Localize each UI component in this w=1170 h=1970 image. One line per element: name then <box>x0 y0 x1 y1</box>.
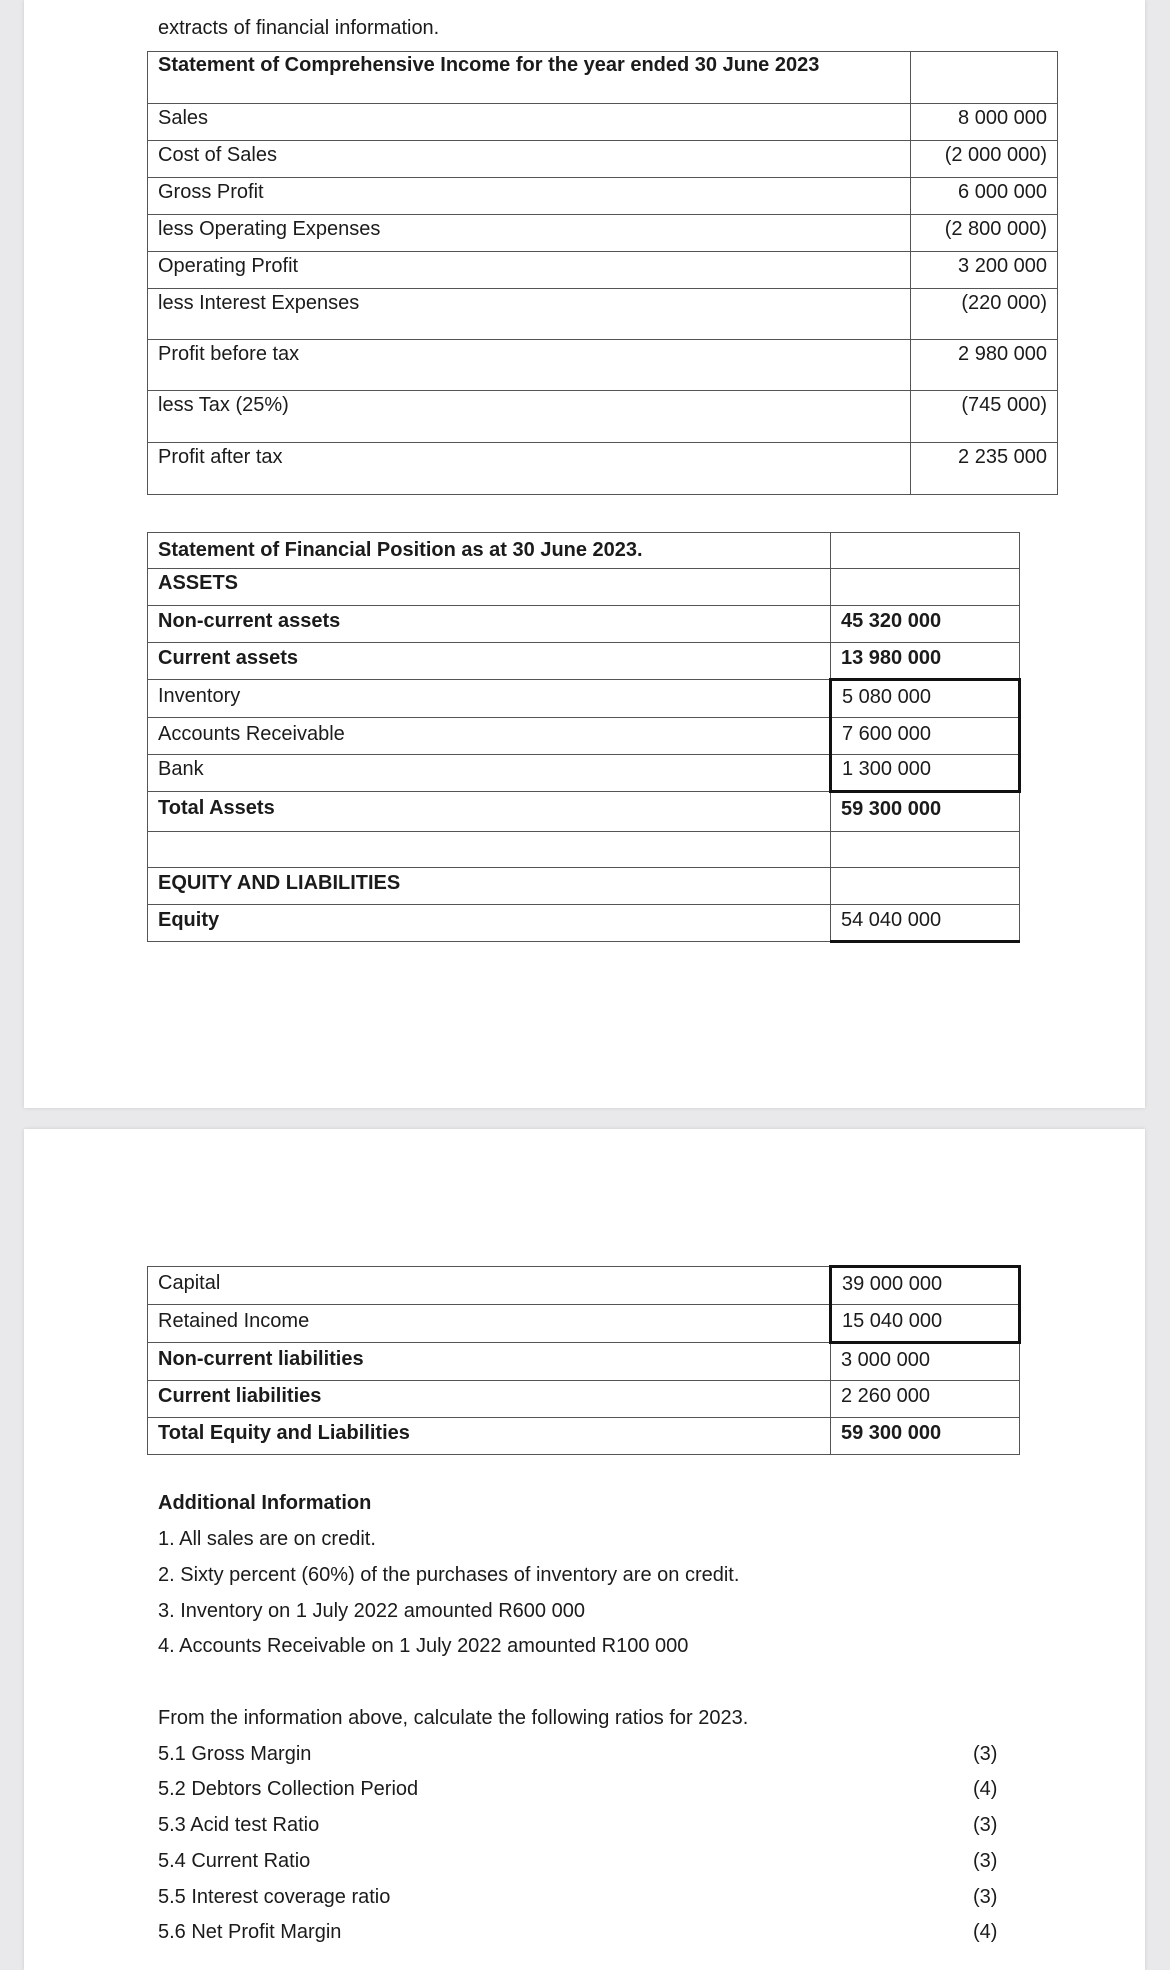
question-label: 5.4 Current Ratio <box>158 1850 311 1872</box>
questions-intro: From the information above, calculate the following ratios for 2023. <box>158 1707 749 1729</box>
table-row <box>148 104 1058 141</box>
financial-position-table <box>147 532 1021 943</box>
financial-position-title: Statement of Financial Position as at 30 June 2023. <box>148 533 831 569</box>
row-value: 7 600 000 <box>831 718 1020 755</box>
list-item: 1. All sales are on credit. <box>158 1528 376 1550</box>
table-row <box>148 718 1020 755</box>
table-row <box>148 905 1020 942</box>
question-label: 5.3 Acid test Ratio <box>158 1814 320 1836</box>
table-row <box>148 868 1020 905</box>
table-row <box>148 1305 1020 1343</box>
row-label: Non-current liabilities <box>148 1343 831 1381</box>
row-label: Current liabilities <box>148 1381 831 1418</box>
equity-liabilities-heading: EQUITY AND LIABILITIES <box>148 868 831 905</box>
row-value: 2 980 000 <box>911 340 1058 391</box>
question-label: 5.5 Interest coverage ratio <box>158 1886 391 1908</box>
row-label: Operating Profit <box>148 252 911 289</box>
table-row <box>148 832 1020 868</box>
row-label: Capital <box>148 1267 831 1305</box>
row-value: 2 260 000 <box>831 1381 1020 1418</box>
table-row <box>148 1343 1020 1381</box>
row-label: Retained Income <box>148 1305 831 1343</box>
row-label: Sales <box>148 104 911 141</box>
row-label: Total Equity and Liabilities <box>148 1418 831 1455</box>
question-marks: (3) <box>973 1886 998 1908</box>
list-item: 3. Inventory on 1 July 2022 amounted R600 000 <box>158 1600 585 1622</box>
row-label: less Tax (25%) <box>148 391 911 443</box>
table-row <box>148 215 1058 252</box>
table-row <box>148 1267 1020 1305</box>
row-label: Bank <box>148 755 831 792</box>
row-label: Non-current assets <box>148 606 831 643</box>
row-value: (745 000) <box>911 391 1058 443</box>
table-row <box>148 792 1020 832</box>
row-value: 8 000 000 <box>911 104 1058 141</box>
row-label: Profit before tax <box>148 340 911 391</box>
row-label: Accounts Receivable <box>148 718 831 755</box>
row-label: Inventory <box>148 680 831 718</box>
row-label: Profit after tax <box>148 443 911 495</box>
question-label: 5.1 Gross Margin <box>158 1743 312 1765</box>
table-row <box>148 1418 1020 1455</box>
income-statement-header-row <box>148 52 1058 104</box>
table-row <box>148 569 1020 606</box>
row-label: Equity <box>148 905 831 942</box>
table-row <box>148 643 1020 680</box>
table-row <box>148 755 1020 792</box>
list-item: 4. Accounts Receivable on 1 July 2022 amounted R100 000 <box>158 1635 689 1657</box>
row-label: Gross Profit <box>148 178 911 215</box>
row-value: 59 300 000 <box>831 1418 1020 1455</box>
table-row <box>148 1381 1020 1418</box>
question-label: 5.2 Debtors Collection Period <box>158 1778 419 1800</box>
table-row <box>148 340 1058 391</box>
row-value: 54 040 000 <box>831 905 1020 942</box>
table-row <box>148 289 1058 340</box>
row-value: (2 000 000) <box>911 141 1058 178</box>
question-marks: (3) <box>973 1743 998 1765</box>
question-marks: (3) <box>973 1850 998 1872</box>
table-row <box>148 141 1058 178</box>
income-statement-table <box>147 51 1058 495</box>
table-row <box>148 606 1020 643</box>
question-label: 5.6 Net Profit Margin <box>158 1921 342 1943</box>
row-value: 2 235 000 <box>911 443 1058 495</box>
row-label: Cost of Sales <box>148 141 911 178</box>
additional-info-heading: Additional Information <box>158 1492 372 1514</box>
income-statement-title: Statement of Comprehensive Income for the year ended 30 June 2023 <box>148 52 911 104</box>
financial-position-continued-table <box>147 1265 1021 1455</box>
row-label: less Interest Expenses <box>148 289 911 340</box>
row-value: 59 300 000 <box>831 792 1020 832</box>
intro-text: extracts of financial information. <box>158 17 440 39</box>
table-row <box>148 178 1058 215</box>
row-label: Total Assets <box>148 792 831 832</box>
table-row <box>148 443 1058 495</box>
row-value: 3 000 000 <box>831 1343 1020 1381</box>
question-marks: (4) <box>973 1778 998 1800</box>
financial-position-header-row <box>148 533 1020 569</box>
row-value: 6 000 000 <box>911 178 1058 215</box>
row-label: less Operating Expenses <box>148 215 911 252</box>
row-value: 3 200 000 <box>911 252 1058 289</box>
row-value: 39 000 000 <box>831 1267 1020 1305</box>
row-value: (220 000) <box>911 289 1058 340</box>
question-marks: (3) <box>973 1814 998 1836</box>
row-value: 1 300 000 <box>831 755 1020 792</box>
question-marks: (4) <box>973 1921 998 1943</box>
row-value: 15 040 000 <box>831 1305 1020 1343</box>
table-row <box>148 680 1020 718</box>
row-value: 45 320 000 <box>831 606 1020 643</box>
row-value: (2 800 000) <box>911 215 1058 252</box>
table-row <box>148 252 1058 289</box>
page-2 <box>24 1129 1145 1970</box>
row-label: Current assets <box>148 643 831 680</box>
row-value: 13 980 000 <box>831 643 1020 680</box>
list-item: 2. Sixty percent (60%) of the purchases of inventory are on credit. <box>158 1564 740 1586</box>
table-row <box>148 391 1058 443</box>
assets-heading: ASSETS <box>148 569 831 606</box>
page-1 <box>24 0 1145 1108</box>
row-value: 5 080 000 <box>831 680 1020 718</box>
